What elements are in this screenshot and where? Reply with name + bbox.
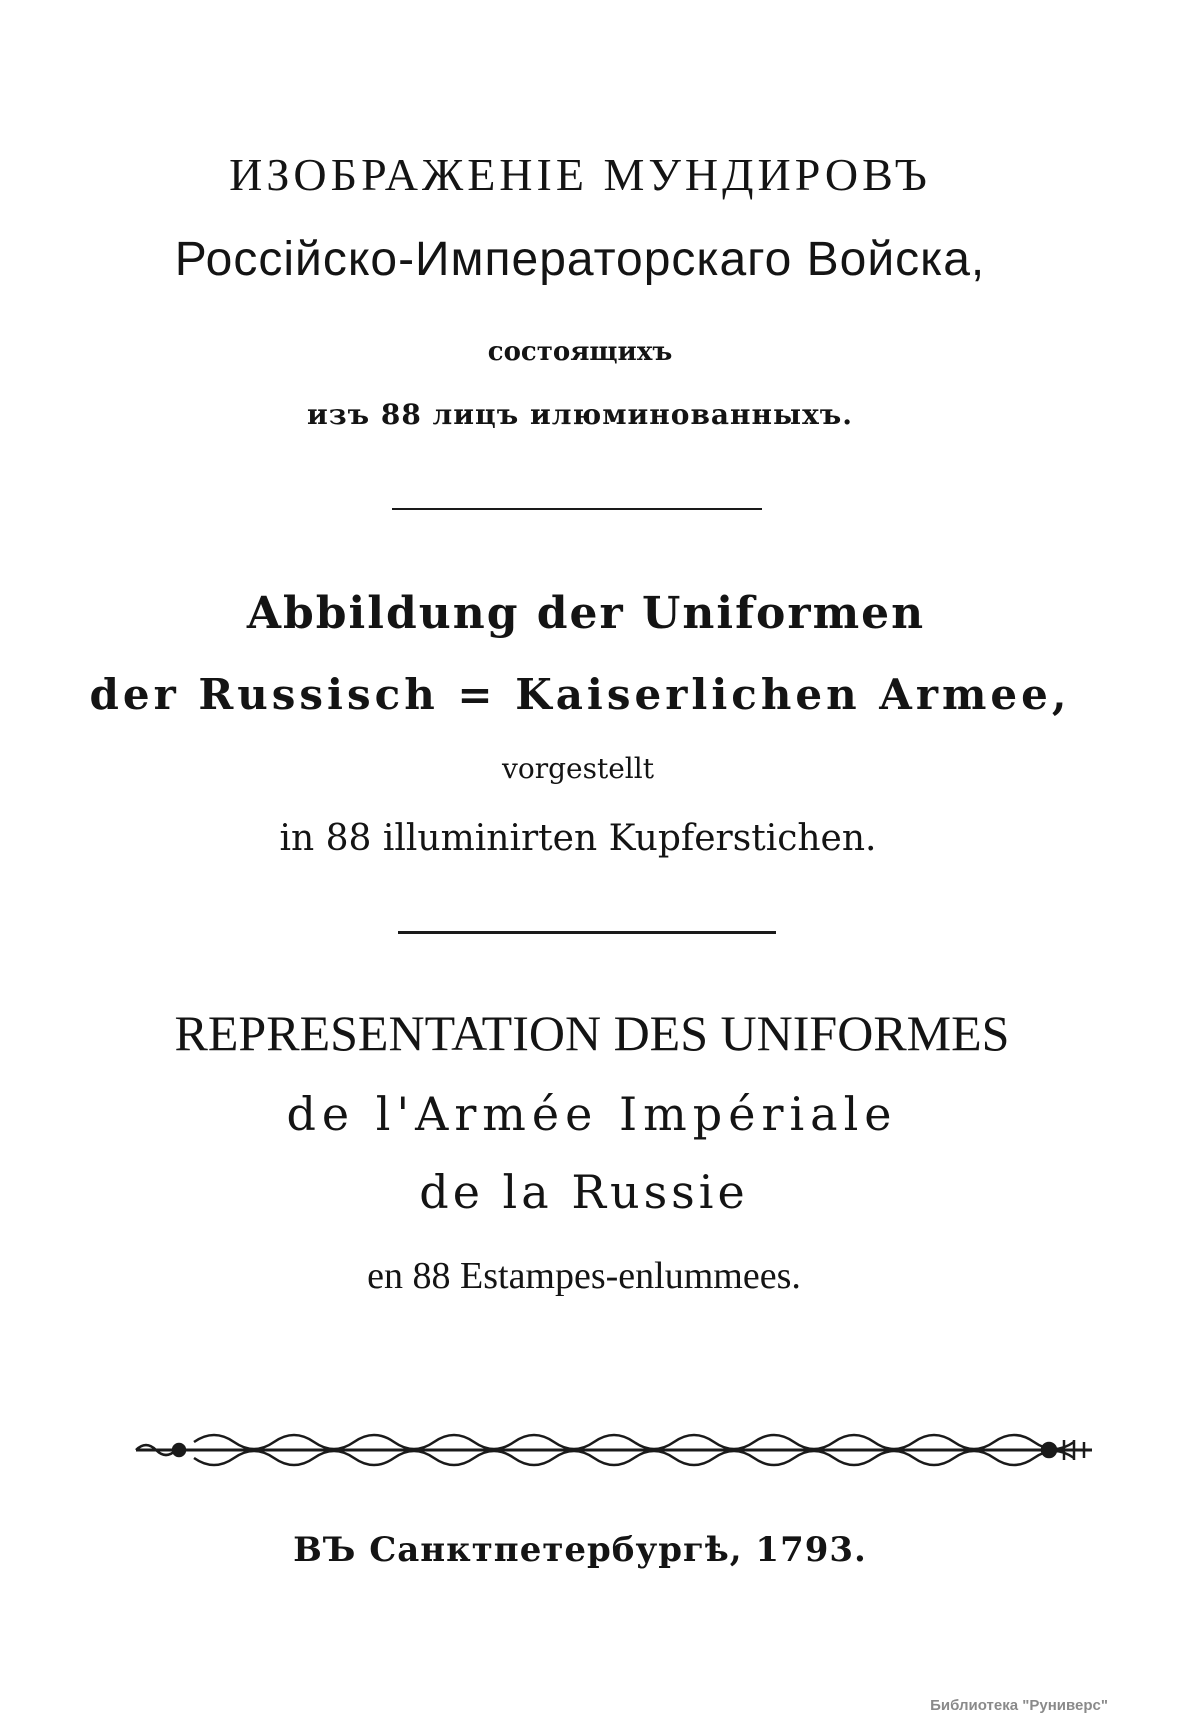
- german-line-4: in 88 illuminirten Kupferstichen.: [279, 818, 877, 859]
- russian-subtitle: Россійско-Императорскаго Войска,: [174, 233, 986, 286]
- french-subtitle: de l'Armée Impériale: [286, 1087, 898, 1141]
- russian-title: ИЗОБРАЖЕНІЕ МУНДИРОВЪ: [229, 149, 931, 200]
- german-line-3: vorgestellt: [502, 752, 654, 785]
- russian-line-3: состоящихъ: [487, 337, 673, 367]
- french-line-4: en 88 Estampes-enlummees.: [367, 1255, 801, 1297]
- russian-line-4: изъ 88 лицъ илюминованныхъ.: [306, 398, 854, 431]
- library-watermark: Библиотека "Руниверс": [930, 1697, 1108, 1714]
- ornament-icon: [134, 1420, 1094, 1480]
- german-title: Abbildung der Uniformen: [246, 588, 926, 639]
- section-divider-2: [398, 931, 776, 934]
- german-subtitle: der Russisch = Kaiserlichen Armee,: [89, 670, 1071, 719]
- section-divider-1: [392, 508, 762, 510]
- french-title: REPRESENTATION DES UNIFORMES: [174, 1005, 1010, 1061]
- imprint: ВЪ Санктпетербургѣ, 1793.: [293, 1530, 867, 1570]
- french-line-3: de la Russie: [419, 1165, 749, 1219]
